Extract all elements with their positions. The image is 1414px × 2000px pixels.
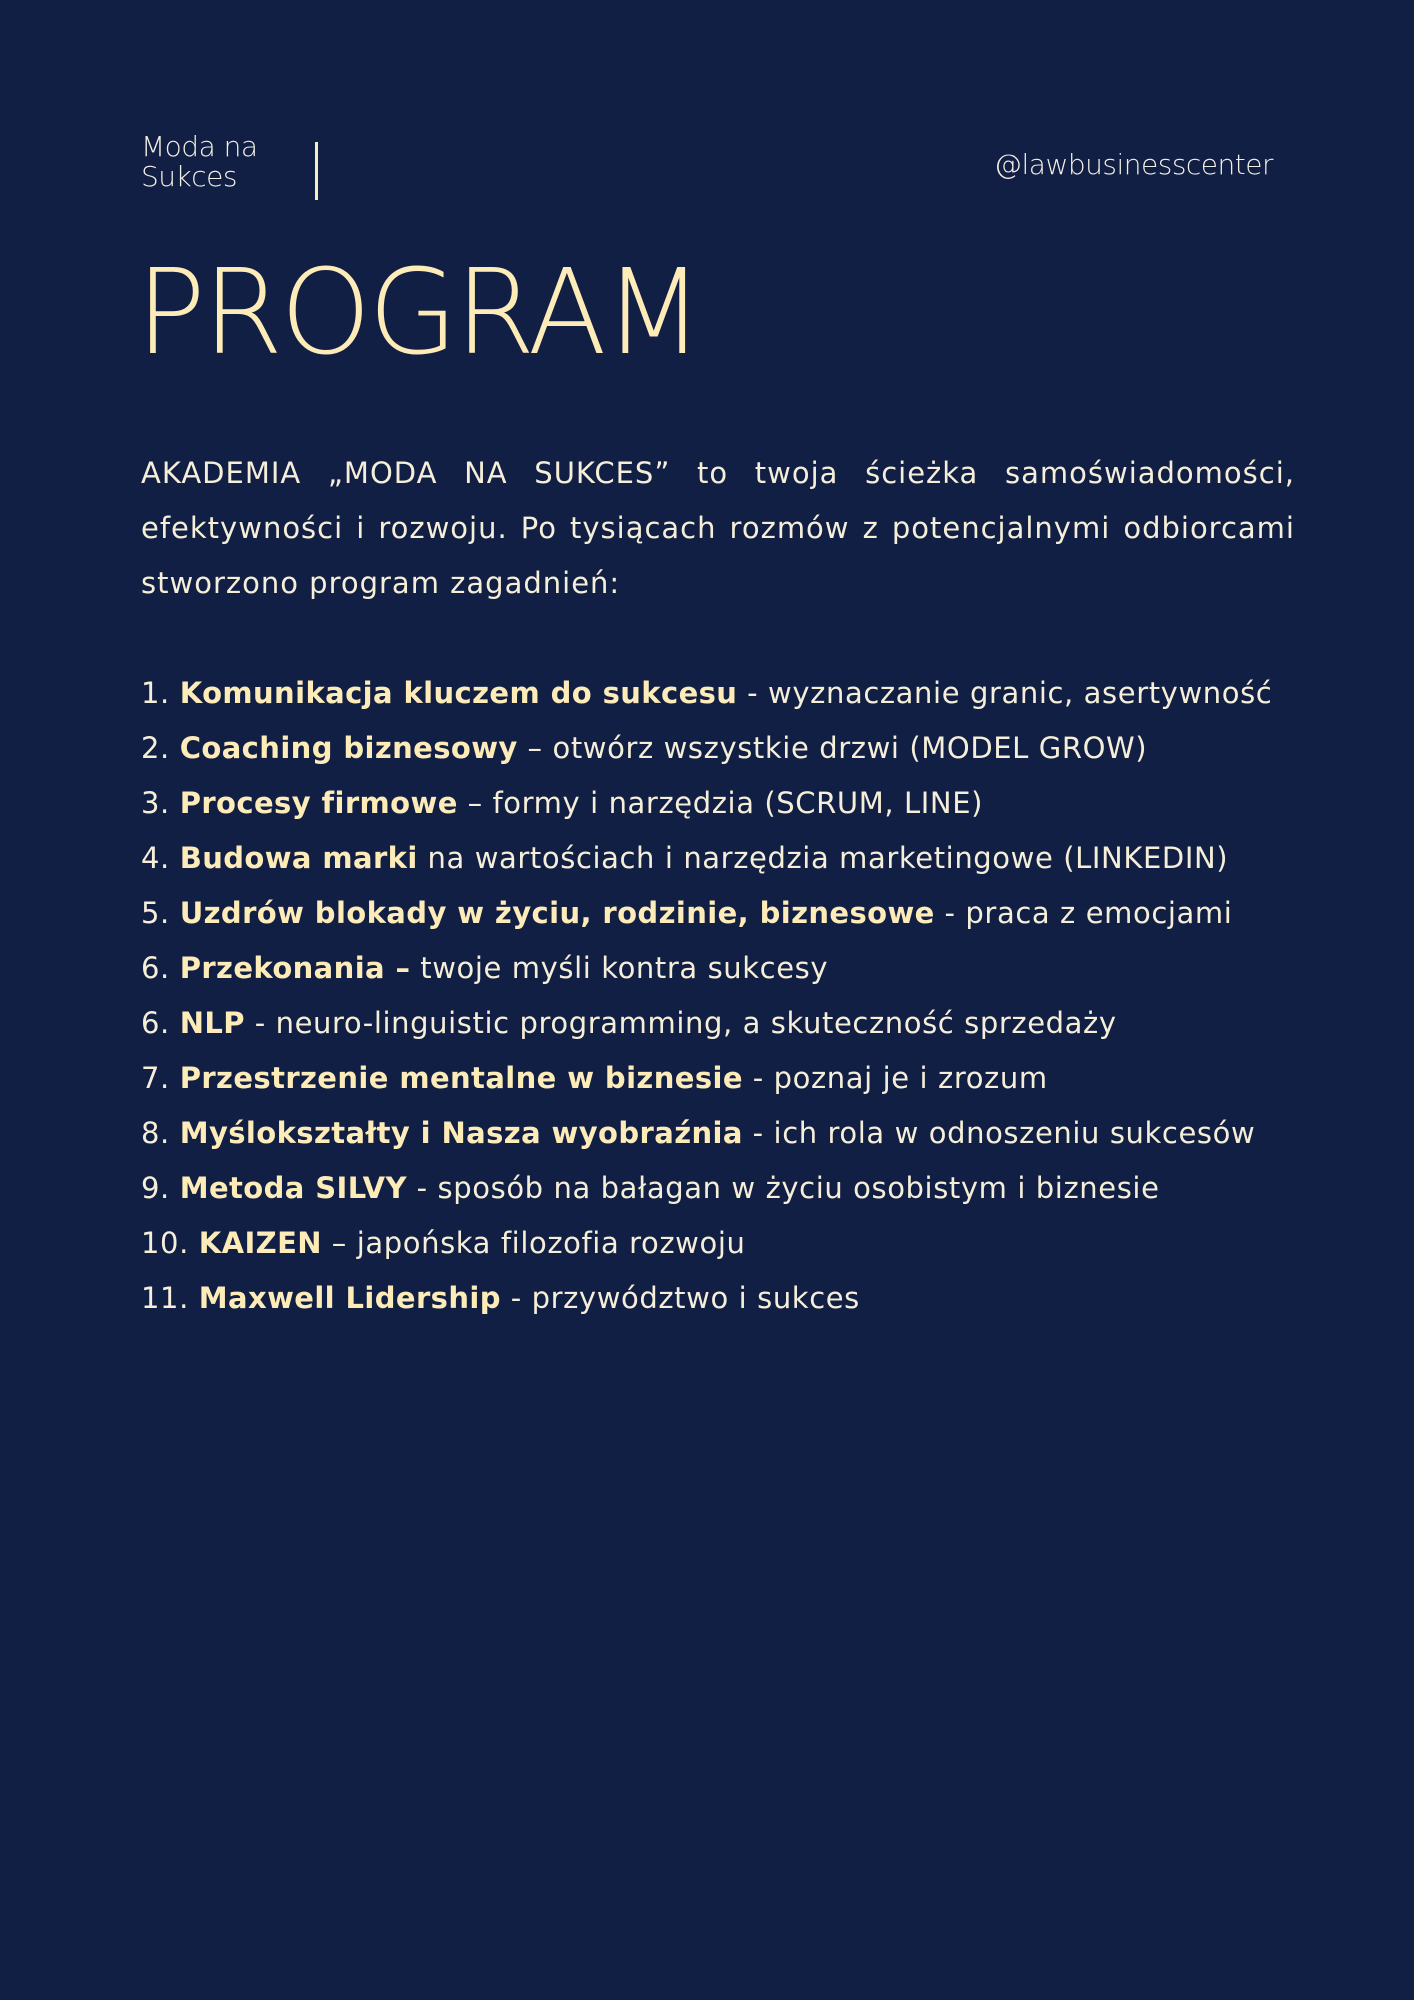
topic-item <box>141 1161 1341 1216</box>
topic-item <box>141 941 1341 996</box>
topic-description: na wartościach i narzędzia marketingowe (LINKEDIN) <box>417 841 1229 875</box>
topic-title: Maxwell Lidership <box>198 1281 501 1315</box>
topic-item <box>141 1216 1341 1271</box>
topic-number: 7. <box>141 1061 170 1095</box>
topic-title: Budowa marki <box>179 841 418 875</box>
topic-title: Myślokształty i Nasza wyobraźnia <box>179 1116 743 1150</box>
brand-divider <box>315 142 318 200</box>
topic-number: 6. <box>141 1006 170 1040</box>
topic-item <box>141 831 1341 886</box>
topic-number: 2. <box>141 731 170 765</box>
brand-logo <box>141 132 258 192</box>
topic-description: - neuro-linguistic programming, a skuteczność sprzedaży <box>244 1006 1117 1040</box>
topic-title: Uzdrów blokady w życiu, rodzinie, biznesowe <box>179 896 935 930</box>
topic-number: 6. <box>141 951 170 985</box>
topic-description: – otwórz wszystkie drzwi (MODEL GROW) <box>517 731 1148 765</box>
topic-item <box>141 1271 1341 1326</box>
topic-item <box>141 776 1341 831</box>
topic-title: Przestrzenie mentalne w biznesie <box>179 1061 743 1095</box>
topic-description: - sposób na bałagan w życiu osobistym i biznesie <box>406 1171 1160 1205</box>
topic-number: 5. <box>141 896 170 930</box>
brand-line-2: Sukces <box>141 160 237 193</box>
topic-title: Komunikacja kluczem do sukcesu <box>179 676 738 710</box>
topic-title: Przekonania – <box>179 951 411 985</box>
topic-description: - poznaj je i zrozum <box>742 1061 1048 1095</box>
topic-number: 11. <box>141 1281 189 1315</box>
social-handle: @lawbusinesscenter <box>994 148 1273 181</box>
topic-description: – formy i narzędzia (SCRUM, LINE) <box>457 786 984 820</box>
topic-item <box>141 721 1341 776</box>
topic-description: - przywództwo i sukces <box>500 1281 860 1315</box>
topic-description: twoje myśli kontra sukcesy <box>410 951 829 985</box>
topic-title: Procesy firmowe <box>179 786 458 820</box>
topic-description: - praca z emocjami <box>934 896 1233 930</box>
topic-number: 4. <box>141 841 170 875</box>
topics-list <box>141 666 1341 1326</box>
topic-number: 3. <box>141 786 170 820</box>
topic-number: 8. <box>141 1116 170 1150</box>
brand-line-1: Moda na <box>141 130 258 163</box>
topic-description: – japońska filozofia rozwoju <box>321 1226 746 1260</box>
topic-item <box>141 1106 1341 1161</box>
topic-title: KAIZEN <box>198 1226 322 1260</box>
topic-title: Metoda SILVY <box>179 1171 407 1205</box>
topic-title: NLP <box>179 1006 245 1040</box>
page-title: PROGRAM <box>136 243 701 381</box>
topic-item <box>141 666 1341 721</box>
topic-item <box>141 996 1341 1051</box>
topic-number: 10. <box>141 1226 189 1260</box>
topic-item <box>141 886 1341 941</box>
topic-item <box>141 1051 1341 1106</box>
topic-description: - ich rola w odnoszeniu sukcesów <box>742 1116 1256 1150</box>
topic-description: - wyznaczanie granic, asertywność <box>737 676 1273 710</box>
topic-number: 9. <box>141 1171 170 1205</box>
intro-paragraph: AKADEMIA „MODA NA SUKCES” to twoja ścieżka samoświadomości, efektywności i rozwoju. Po tysiącach rozmów z potencjalnymi odbiorcami stworzono program zagadnień: <box>141 456 1295 600</box>
topic-title: Coaching biznesowy <box>179 731 518 765</box>
topic-number: 1. <box>141 676 170 710</box>
